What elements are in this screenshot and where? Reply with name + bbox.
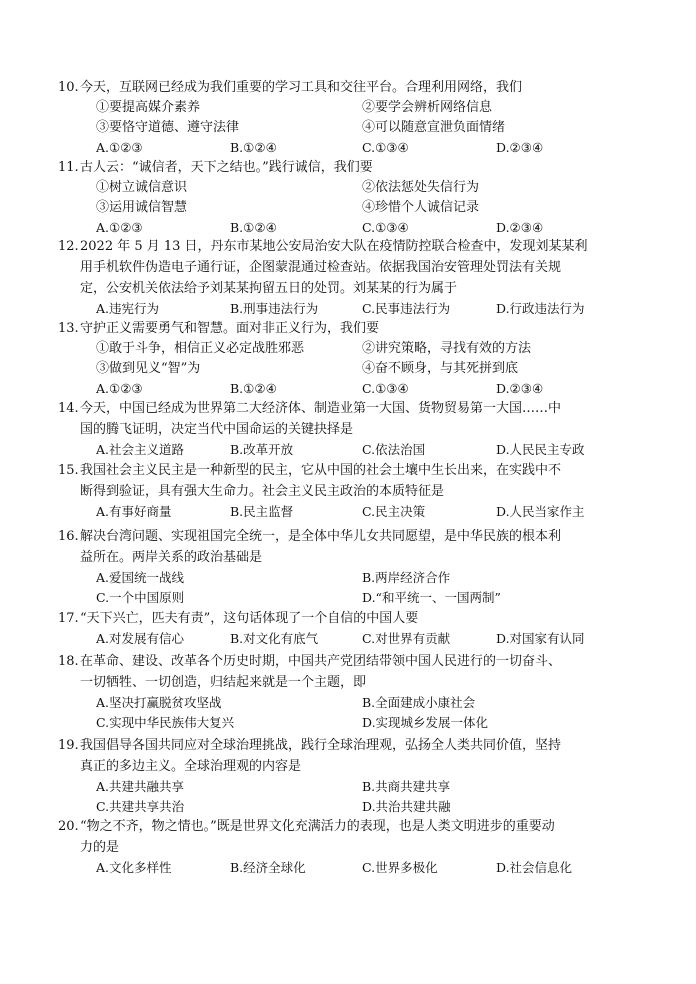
option-a[interactable]: A.①②③ — [96, 220, 143, 235]
statement-4: ④奋不顾身，与其死拼到底 — [362, 361, 519, 376]
option-b[interactable]: B.经济全球化 — [230, 860, 306, 875]
option-b[interactable]: B.共商共建共享 — [362, 779, 451, 794]
option-a[interactable]: A.爱国统一战线 — [96, 570, 185, 585]
question-12 — [58, 236, 640, 319]
option-c[interactable]: C.①③④ — [362, 381, 409, 396]
question-stem-cont: 用手机软件伪造电子通行证，企图蒙混通过检查站。依据我国治安管理处罚法有关规 — [80, 260, 562, 275]
statement-row — [80, 339, 640, 359]
question-20 — [58, 816, 640, 878]
statement-row — [80, 359, 640, 379]
statement-3: ③做到见义“智”为 — [96, 361, 201, 376]
option-b[interactable]: B.改革开放 — [230, 442, 294, 457]
statement-3: ③要恪守道德、遵守法律 — [96, 120, 240, 135]
option-d[interactable]: D.人民民主专政 — [496, 442, 585, 457]
question-stem: 12.2022 年 5 月 13 日，丹东市某地公安局治安大队在疫情防控联合检查中，发现刘某某利 — [80, 236, 640, 257]
question-stem: 18.在革命、建设、改革各个历史时期，中国共产党团结带领中国人民进行的一切奋斗、 — [80, 651, 640, 672]
options-row — [80, 858, 640, 878]
option-a[interactable]: A.对发展有信心 — [96, 631, 185, 646]
question-number: 16. — [58, 529, 79, 544]
options-row — [80, 629, 640, 649]
question-11 — [58, 157, 640, 238]
option-c[interactable]: C.民主决策 — [362, 504, 426, 519]
option-d[interactable]: D.②③④ — [496, 140, 544, 155]
question-stem-cont: 力的是 — [80, 840, 120, 855]
question-stem: 13.守护正义需要勇气和智慧。面对非正义行为，我们要 — [80, 318, 640, 339]
question-number: 15. — [58, 463, 79, 478]
question-stem-cont: 断得到验证，具有强大生命力。社会主义民主政治的本质特征是 — [80, 484, 445, 499]
option-a[interactable]: A.违宪行为 — [96, 301, 160, 316]
options-row — [80, 299, 640, 319]
option-c[interactable]: C.实现中华民族伟大复兴 — [96, 715, 235, 730]
statement-4: ④可以随意宣泄负面情绪 — [362, 120, 506, 135]
statement-2: ②依法惩处失信行为 — [362, 180, 480, 195]
options-row — [80, 777, 640, 797]
options-row — [80, 502, 640, 522]
question-15 — [58, 460, 640, 522]
statement-1: ①敢于斗争，相信正义必定战胜邪恶 — [96, 341, 305, 356]
question-16 — [58, 526, 640, 608]
question-number: 11. — [58, 160, 79, 175]
option-b[interactable]: B.①②④ — [230, 220, 277, 235]
options-row — [80, 218, 640, 238]
option-c[interactable]: C.依法治国 — [362, 442, 426, 457]
option-d[interactable]: D.社会信息化 — [496, 860, 573, 875]
option-c[interactable]: C.共建共享共治 — [96, 799, 185, 814]
option-b[interactable]: B.两岸经济合作 — [362, 570, 451, 585]
question-stem: 11.古人云：“诚信者，天下之结也。”践行诚信，我们要 — [80, 157, 640, 178]
question-17 — [58, 608, 640, 649]
question-stem-cont: 国的腾飞证明，决定当代中国命运的关键抉择是 — [80, 422, 354, 437]
option-b[interactable]: B.全面建成小康社会 — [362, 695, 476, 710]
statement-1: ①要提高媒介素养 — [96, 100, 201, 115]
option-a[interactable]: A.①②③ — [96, 140, 143, 155]
options-row — [80, 379, 640, 399]
option-c[interactable]: C.世界多极化 — [362, 860, 438, 875]
options-row — [80, 440, 640, 460]
question-stem: 20.“物之不齐，物之情也。”既是世界文化充满活力的表现，也是人类文明进步的重要动 — [80, 816, 640, 837]
option-c[interactable]: C.民事违法行为 — [362, 301, 451, 316]
question-stem-cont: 益所在。两岸关系的政治基础是 — [80, 550, 263, 565]
question-stem: 15.我国社会主义民主是一种新型的民主，它从中国的社会土壤中生长出来，在实践中不 — [80, 460, 640, 481]
question-stem: 16.解决台湾问题、实现祖国完全统一，是全体中华儿女共同愿望，是中华民族的根本利 — [80, 526, 640, 547]
statement-row — [80, 178, 640, 198]
question-number: 20. — [58, 819, 79, 834]
options-row — [80, 693, 640, 713]
statement-row — [80, 118, 640, 138]
option-d[interactable]: D.对国家有认同 — [496, 631, 585, 646]
statement-row — [80, 198, 640, 218]
question-stem: 19.我国倡导各国共同应对全球治理挑战，践行全球治理观，弘扬全人类共同价值，坚持 — [80, 735, 640, 756]
options-row — [80, 713, 640, 733]
statement-3: ③运用诚信智慧 — [96, 200, 188, 215]
option-b[interactable]: B.民主监督 — [230, 504, 294, 519]
option-d[interactable]: D.行政违法行为 — [496, 301, 585, 316]
options-row — [80, 138, 640, 158]
question-stem-cont: 一切牺牲、一切创造，归结起来就是一个主题，即 — [80, 675, 367, 690]
question-stem: 14.今天，中国已经成为世界第二大经济体、制造业第一大国、货物贸易第一大国……中 — [80, 398, 640, 419]
option-c[interactable]: C.①③④ — [362, 220, 409, 235]
option-a[interactable]: A.共建共融共享 — [96, 779, 185, 794]
question-18 — [58, 651, 640, 733]
question-stem: 10.今天，互联网已经成为我们重要的学习工具和交往平台。合理利用网络，我们 — [80, 77, 640, 98]
question-number: 18. — [58, 654, 79, 669]
statement-1: ①树立诚信意识 — [96, 180, 188, 195]
question-number: 17. — [58, 611, 79, 626]
question-14 — [58, 398, 640, 460]
option-b[interactable]: B.①②④ — [230, 140, 277, 155]
option-d[interactable]: D.②③④ — [496, 381, 544, 396]
question-10 — [58, 77, 640, 158]
question-number: 14. — [58, 401, 79, 416]
option-d[interactable]: D.“和平统一、一国两制” — [362, 590, 501, 605]
question-stem-cont: 真正的多边主义。全球治理观的内容是 — [80, 759, 302, 774]
options-row — [80, 568, 640, 588]
question-number: 10. — [58, 80, 79, 95]
question-number: 19. — [58, 738, 79, 753]
option-a[interactable]: A.①②③ — [96, 381, 143, 396]
option-a[interactable]: A.文化多样性 — [96, 860, 172, 875]
statement-row — [80, 98, 640, 118]
statement-2: ②讲究策略，寻找有效的方法 — [362, 341, 532, 356]
option-a[interactable]: A.有事好商量 — [96, 504, 172, 519]
option-a[interactable]: A.社会主义道路 — [96, 442, 185, 457]
option-d[interactable]: D.实现城乡发展一体化 — [362, 715, 489, 730]
option-b[interactable]: B.①②④ — [230, 381, 277, 396]
statement-4: ④珍惜个人诚信记录 — [362, 200, 480, 215]
question-13 — [58, 318, 640, 399]
option-d[interactable]: D.②③④ — [496, 220, 544, 235]
option-d[interactable]: D.共治共建共融 — [362, 799, 451, 814]
question-19 — [58, 735, 640, 817]
statement-2: ②要学会辨析网络信息 — [362, 100, 493, 115]
option-b[interactable]: B.刑事违法行为 — [230, 301, 319, 316]
question-number: 13. — [58, 321, 79, 336]
options-row — [80, 588, 640, 608]
options-row — [80, 797, 640, 817]
option-c[interactable]: C.对世界有贡献 — [362, 631, 451, 646]
option-b[interactable]: B.对文化有底气 — [230, 631, 319, 646]
question-number: 12. — [58, 239, 79, 254]
question-stem-cont: 定，公安机关依法给予刘某某拘留五日的处罚。刘某某的行为属于 — [80, 281, 458, 296]
option-c[interactable]: C.一个中国原则 — [96, 590, 185, 605]
option-c[interactable]: C.①③④ — [362, 140, 409, 155]
option-a[interactable]: A.坚决打赢脱贫攻坚战 — [96, 695, 222, 710]
option-d[interactable]: D.人民当家作主 — [496, 504, 585, 519]
question-stem: 17.“天下兴亡，匹夫有责”，这句话体现了一个自信的中国人要 — [80, 608, 640, 629]
